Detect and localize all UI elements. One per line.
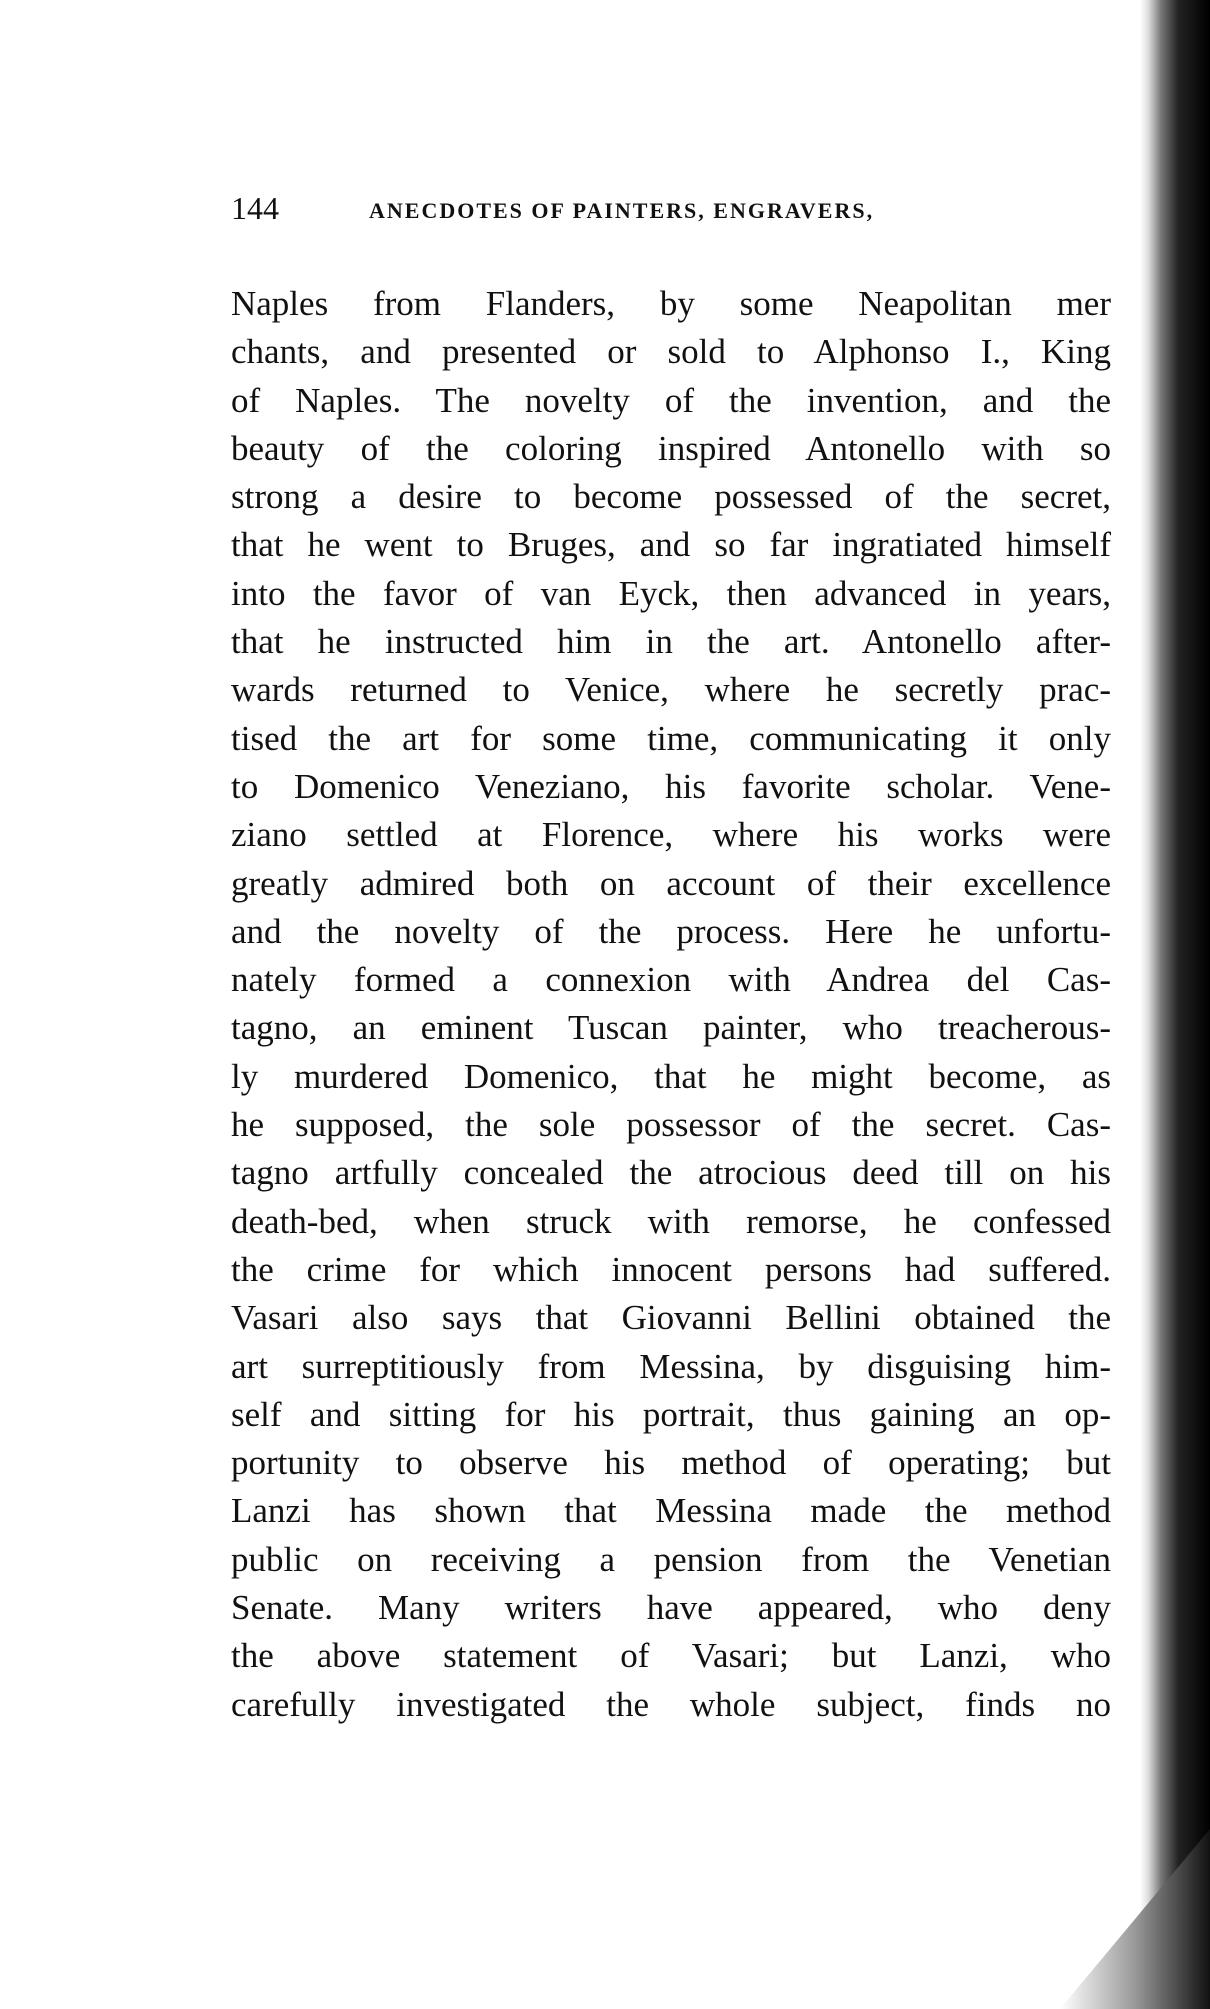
text-line: portunity to observe his method of operating; but	[231, 1443, 1111, 1483]
text-line: ziano settled at Florence, where his works were	[231, 815, 1111, 855]
body-text	[231, 280, 1111, 1729]
page-number: 144	[231, 190, 279, 226]
text-line: to Domenico Veneziano, his favorite scholar. Vene-	[231, 766, 1111, 806]
page-curl-shadow	[1060, 1829, 1210, 2009]
text-line: greatly admired both on account of their excellence	[231, 863, 1111, 903]
text-line: carefully investigated the whole subject, finds no	[231, 1684, 1111, 1724]
text-line: tagno, an eminent Tuscan painter, who treacherous-	[231, 1008, 1111, 1048]
page-header	[231, 190, 1011, 230]
text-line: he supposed, the sole possessor of the secret. Cas-	[231, 1105, 1111, 1145]
text-line: Lanzi has shown that Messina made the method	[231, 1491, 1111, 1531]
text-line: strong a desire to become possessed of the secret,	[231, 477, 1111, 517]
text-line: self and sitting for his portrait, thus gaining an op-	[231, 1394, 1111, 1434]
text-line: tagno artfully concealed the atrocious deed till on his	[231, 1153, 1111, 1193]
text-line: public on receiving a pension from the Venetian	[231, 1539, 1111, 1579]
text-line: the crime for which innocent persons had suffered.	[231, 1249, 1111, 1289]
text-line: Senate. Many writers have appeared, who deny	[231, 1588, 1111, 1628]
text-line: of Naples. The novelty of the invention, and the	[231, 380, 1111, 420]
text-line: that he instructed him in the art. Antonello after-	[231, 622, 1111, 662]
text-line: wards returned to Venice, where he secretly prac-	[231, 670, 1111, 710]
text-line: death-bed, when struck with remorse, he confessed	[231, 1201, 1111, 1241]
text-line: beauty of the coloring inspired Antonello with so	[231, 428, 1111, 468]
page-edge-shadow	[1140, 0, 1210, 2009]
text-line: art surreptitiously from Messina, by disguising him-	[231, 1346, 1111, 1386]
text-line: and the novelty of the process. Here he unfortu-	[231, 911, 1111, 951]
text-line: the above statement of Vasari; but Lanzi, who	[231, 1636, 1111, 1676]
text-line: nately formed a connexion with Andrea del Cas-	[231, 960, 1111, 1000]
text-line: Vasari also says that Giovanni Bellini obtained the	[231, 1298, 1111, 1338]
text-line: ly murdered Domenico, that he might become, as	[231, 1056, 1111, 1096]
text-line: that he went to Bruges, and so far ingratiated himself	[231, 525, 1111, 565]
text-line: into the favor of van Eyck, then advanced in years,	[231, 573, 1111, 613]
text-line: tised the art for some time, communicating it only	[231, 718, 1111, 758]
text-line: chants, and presented or sold to Alphonso I., King	[231, 332, 1111, 372]
text-line: Naples from Flanders, by some Neapolitan mer	[231, 284, 1111, 323]
running-title: ANECDOTES OF PAINTERS, ENGRAVERS,	[369, 198, 875, 223]
